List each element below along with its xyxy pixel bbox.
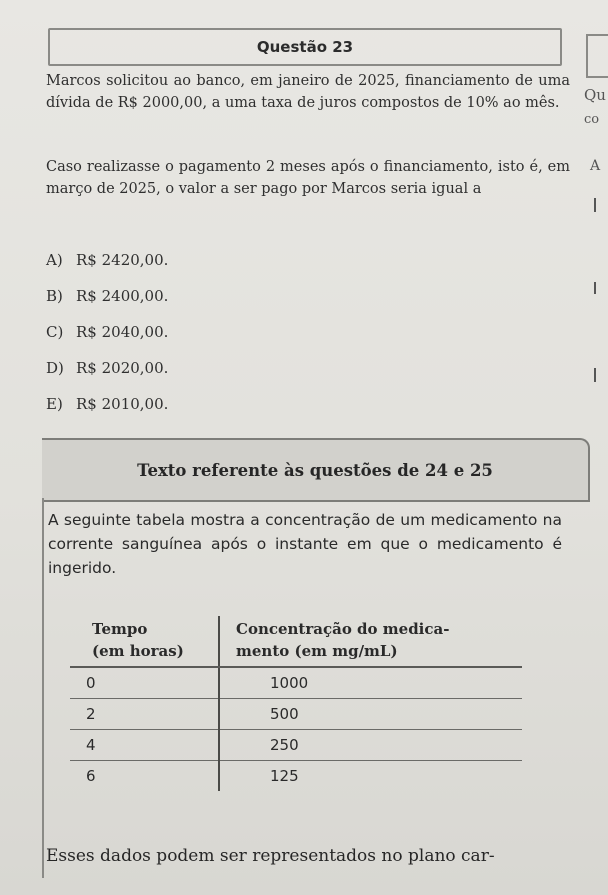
option-text: R$ 2020,00. xyxy=(76,359,169,377)
question-header xyxy=(48,28,562,66)
option-letter: D) xyxy=(46,359,64,377)
option-text: R$ 2400,00. xyxy=(76,287,169,305)
option-letter: C) xyxy=(46,323,64,341)
question-paragraph-1: Marcos solicitou ao banco, em janeiro de 2025, financiamento de uma dívida de R$ 2000,00, a uma taxa de juros compostos de 10% ao mês. xyxy=(46,73,570,111)
next-column-fragment-co: co xyxy=(584,112,600,127)
question-paragraph-2: Caso realizasse o pagamento 2 meses após o financiamento, isto é, em março de 2025, o valor a ser pago por Marcos seria igual a xyxy=(46,159,570,197)
cell-tempo: 6 xyxy=(70,761,219,792)
cell-concentracao: 1000 xyxy=(219,667,522,699)
reference-title: Texto referente às questões de 24 e 25 xyxy=(137,460,493,480)
concentration-table xyxy=(70,616,522,791)
next-column-box xyxy=(586,34,608,78)
cell-tempo: 2 xyxy=(70,699,219,730)
option-text: R$ 2010,00. xyxy=(76,395,169,413)
reference-paragraph: A seguinte tabela mostra a concentração de um medicamento na corrente sanguínea após o instante em que o medicamento é ingerido. xyxy=(48,511,562,577)
next-column-fragment-a: A xyxy=(590,158,601,174)
header-tempo xyxy=(70,616,219,667)
table-row xyxy=(70,667,522,699)
cell-concentracao: 125 xyxy=(270,767,299,785)
option-letter: E) xyxy=(46,395,63,413)
header-concentracao-line2: mento (em mg/mL) xyxy=(236,642,398,660)
next-column-fragment-q: Qu xyxy=(584,86,606,104)
reference-left-rule xyxy=(42,498,44,878)
header-concentracao-line1: Concentração do medica- xyxy=(236,620,450,638)
cell-concentracao: 500 xyxy=(219,699,522,730)
option-letter: B) xyxy=(46,287,63,305)
cell-tempo: 4 xyxy=(70,730,219,761)
table-row xyxy=(70,699,522,730)
continuation-text: Esses dados podem ser representados no plano car- xyxy=(46,846,495,866)
header-tempo-line2: (em horas) xyxy=(92,642,184,660)
option-a[interactable] xyxy=(46,242,168,278)
reference-text-header xyxy=(42,438,590,502)
header-concentracao xyxy=(219,616,522,667)
option-d[interactable] xyxy=(46,350,168,386)
cell-concentracao: 250 xyxy=(219,730,522,761)
option-c[interactable] xyxy=(46,314,168,350)
margin-mark xyxy=(594,198,596,212)
header-tempo-line1: Tempo xyxy=(92,620,148,638)
margin-mark xyxy=(594,368,596,382)
table-row xyxy=(70,761,522,792)
table-header-row xyxy=(70,616,522,667)
question-number: Questão 23 xyxy=(256,38,354,56)
option-letter: A) xyxy=(46,251,63,269)
cell-tempo: 0 xyxy=(70,667,219,699)
answer-options xyxy=(46,242,168,422)
margin-mark xyxy=(594,282,596,294)
option-text: R$ 2040,00. xyxy=(76,323,169,341)
option-e[interactable] xyxy=(46,386,168,422)
option-b[interactable] xyxy=(46,278,168,314)
table-row xyxy=(70,730,522,761)
option-text: R$ 2420,00. xyxy=(76,251,169,269)
